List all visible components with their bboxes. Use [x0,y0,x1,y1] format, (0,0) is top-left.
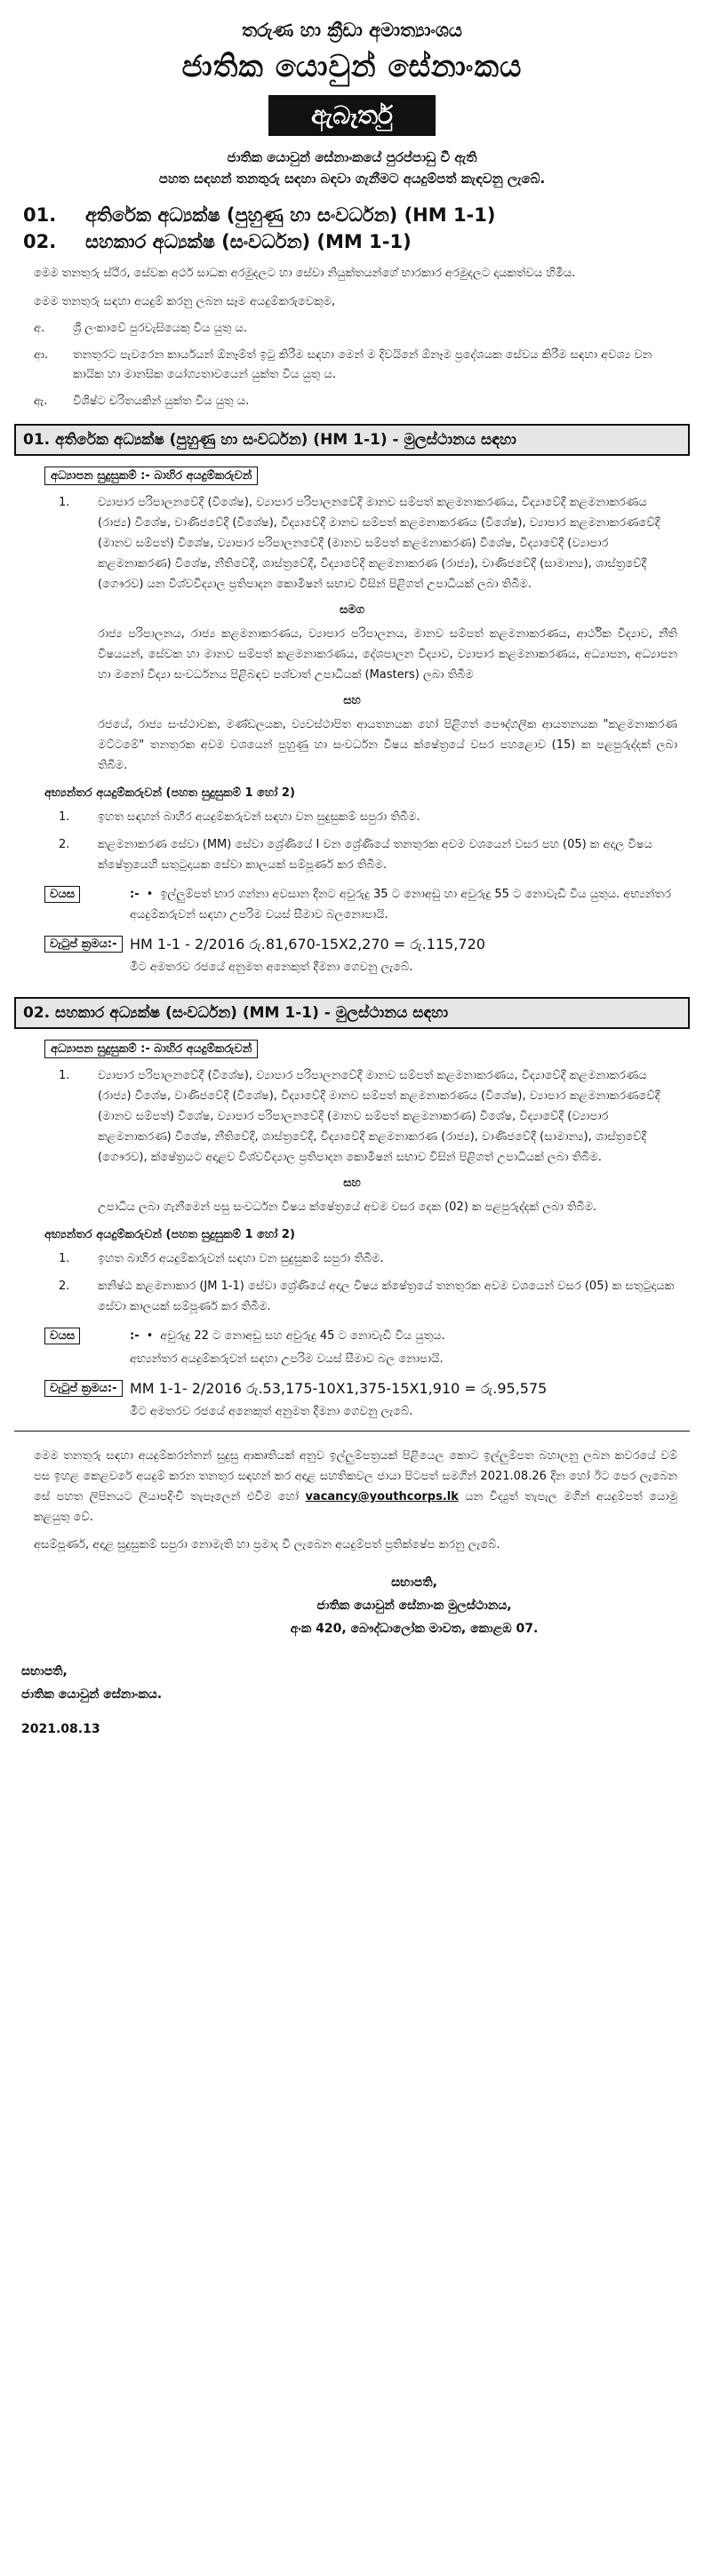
item-text: ඉහත සඳහන් බාහිර අයදුම්කරුවන් සඳහා වන සුදුසුකම් සපුරා තිබීම. [98,810,420,824]
bullet-icon: • [146,1329,154,1343]
general-requirement [14,392,690,411]
section-1-title: 01. අතිරේක අධ්‍යක්ෂ (පුහුණු හා සංවර්ධන) (HM 1-1) - මුලස්ථානය සඳහා [14,424,690,456]
section-2-salary-row [14,1378,690,1399]
divider [14,1431,690,1432]
requirement-text: විශිෂ්ට චරිතයකින් යුක්ත විය යුතු ය. [73,395,250,408]
signature-block [14,1660,690,1706]
post-title: අතිරේක අධ්‍යක්ෂ (පුහුණු හා සංවර්ධන) (HM 1-1) [85,204,496,226]
email-link[interactable]: vacancy@youthcorps.lk [305,1490,459,1503]
requirement-text: තනතුරට පැවරෙන කාර්යයන් ඕනෑම්ත් ඉටු කිරීම සඳහා මෙන් ම දිවයිනේ ඕනෑම ප්‍රදේශයක සේවය කිරීම සඳහා අවශ්‍ය වන කායික හා මානසික යෝග්‍යතාවයෙන් යුක්ත විය යුතු ය. [73,348,652,381]
address-line-1: සභාපති, [391,1575,437,1590]
vacancies-banner [14,95,690,136]
requirement-label: ඇ. [34,395,48,408]
item-text: කනිෂ්ඨ කළමනාකාර (JM 1-1) සේවා ශ්‍රේණියේ අදාල විෂය ක්ෂේත්‍රයේ තනතුරක අවම වශයෙන් වසර (05) ක සතුටුදායක සේවා කාලයක් සම්පූර්ණ කර තිබීම. [98,1280,675,1313]
section-1-conjunction-1: සමග [340,603,364,617]
item-number: 1. [59,1252,70,1265]
section-2-age-row [14,1326,690,1346]
age-value: :- • ඉල්ලුම්පත් භාර ගන්නා අවසාන දිනට අවුරුදු 35 ට නොඅඩු හා අවුරුදු 55 ට නොවැඩි විය යුතුය. අභ්‍යන්තර අයදුම්කරුවන් සඳහා උපරිම වයස් සීමාව බලනොපායි. [130,888,671,921]
general-paragraph-2: මෙම තනතුරු සඳහා අයදුම් කරනු ලබන සෑම අයදුම්කරුවෙකුම, [34,295,336,308]
section-2-title: 02. සහකාර අධ්‍යක්ෂ (සංවර්ධන) (MM 1-1) - මුලස්ථානය සඳහා [14,997,690,1029]
section-1-block-1: රාජ්‍ය පරිපාලනය, රාජ්‍ය කළමනාකරණය, ව්‍යාපාර පරිපාලනය, මානව සම්පත් කළමනාකරණය, ආර්ථික විද්‍යාව, නීති විෂයයන්, සේවක හා මානව සම්පත් කළමනාකරණය, දේශපාලන විද්‍යාව, ව්‍යාපාර කළමනාකරණය, අධ්‍යාපන, අධ්‍යාපන හා මනෝ විද්‍යා සංවර්ධනය පිළිබඳව පශ්චාත් උපාධියක් (Masters) ලබා තිබීම [98,627,677,682]
separator: :- [130,1329,140,1343]
section-2-education-heading: අධ්‍යාපන සුදුසුකම් :- බාහිර අයදුම්කරුවන් [44,1040,258,1058]
item-text: ව්‍යාපාර පරිපාලනවේදී (විශේෂ), ව්‍යාපාර පරිපාලනවේදී මානව සම්පත් කළමනාකරණය, විද්‍යාවේදී කළමනාකරණය (රාජ්‍ය) විශේෂ, වාණිජවේදී (විශේෂ), විද්‍යාවේදී මානව සම්පත් කළමනාකරණය (විශේෂ), ව්‍යාපාර කළමනාකරණවේදී (මානව සම්පත්) විශේෂ, ව්‍යාපාර පරිපාලනවේදී (මානව සම්පත් කළමනාකරණ) විශේෂ, විද්‍යාවේදී (ව්‍යාපාර කළමනාකරණ) විශේෂ, නීතිවේදී, ශාස්ත්‍රවේදී, විද්‍යාවේදී කළමනාකරණ (රාජ්‍ය), වාණිජවේදී (සාමාන්‍ය), ශාස්ත්‍රවේදී (ගෞරව), ක්ෂේත්‍රයට අදාළව විශ්වවිද්‍යාල ප්‍රතිපාදන කොමිෂන් සභාව විසින් පිළිගත් උපාධියක් ලබා තිබීම. [98,1069,660,1164]
post-list [14,202,690,255]
section-2-education-item [14,1065,690,1168]
section-2-age-note: අභ්‍යන්තර අයදුම්කරුවන් සඳහා උපරිම වයස් සීමාව බල නොපායි. [130,1352,444,1366]
age-label: වයස [44,884,130,925]
address-line-2: ජාතික යොවුන් සේනාංක මුලස්ථානය, [316,1599,512,1613]
separator: :- [130,888,140,901]
salary-label: වැටුප් ක්‍රමය:- [44,934,130,954]
organization-title: ජාතික යොවුන් සේනාංකය [181,49,523,84]
section-1-salary-row [14,934,690,954]
application-instructions: මෙම තනතුරු සඳහා අයදුම්කරන්නන් සුදුසු ආකෘතියක් අනුව ඉල්ලුම්පත්‍රයක් පිළියෙල කොට ඉල්ලුම්පත බහාලනු ලබන කවරයේ වම් පස ඉහළ කෙළවරේ අයදුම් කරන තනතුර සඳහන් කර අදාළ සහතිකවල ජායා පිටපත් සමගින් 2021.08.26 දින හෝ ඊට පෙර ලැබෙන සේ පහත ලිපිනයට ලියාපදිංචි තැපෑලෙන් එවීම හෝ vacancy@youthcorps.lk යන විද්‍යුත් තැපැල මගින් අයදුම්පත් යොමු කළයුතු වේ. [34,1449,677,1524]
item-number: 1. [59,1069,70,1082]
publication-date: 2021.08.13 [21,1722,100,1736]
item-text: කළමනාකරණ සේවා (MM) සේවා ශ්‍රේණියේ I වන ශ්‍රේණියේ තනතුරක අවම වශයෙන් වසර පහ (05) ක අදාල විෂය ක්ෂේත්‍රයෙහි සතුටුදායක සේවා කාලයක් සම්පූර්ණ කර තිබීම. [98,838,652,872]
section-1-internal-heading: අභ්‍යන්තර අයදුම්කරුවන් (පහත සුදුසුකම් 1 හෝ 2) [44,786,295,800]
section-2-conjunction-1: සහ [343,1176,361,1190]
general-paragraph-1: මෙම තනතුරු ස්ථිර, සේවක අර්ථ සාධක අරමුදලට හා සේවා නියුක්තයන්ගේ භාරකාර අරමුදලට දායකත්වය හිමිය. [34,267,576,280]
salary-label: වැටුප් ක්‍රමය:- [44,1378,130,1399]
section-2-internal-item [14,1276,690,1317]
requirement-label: ආ. [34,348,49,362]
section-1-block-2: රජයේ, රාජ්‍ය සංස්ථාවක, මණ්ඩලයක, ව්‍යවස්ථාපිත ආයතනයක හෝ පිළිගත් පෞද්ගලික ආයතනයක "කළමනාකරණ මට්ටමේ" තනතුරක අවම වශයෙන් පුහුණු හා සංවර්ධන විෂය ක්ෂේත්‍රයේ වසර පහළොව (15) ක පළපුරුද්දක් ලබා තිබීම. [98,718,677,772]
post-item [14,228,690,255]
requirement-label: අ. [34,322,45,335]
intro-text [14,147,690,189]
section-1-age-row [14,884,690,925]
signature-line-2: ජාතික යොවුන් සේනාංකය. [21,1687,163,1702]
age-value: :- • අවුරුදු 22 ට නොඅඩු සහ අවුරුදු 45 ට නොවැඩි විය යුතුය. [130,1329,445,1343]
salary-value: HM 1-1 - 2/2016 රු.81,670-15X2,270 = රු.115,720 [130,936,485,953]
intro-line-1: ජාතික යොවුන් සේනාංකයේ පුරප්පාඩු වී ඇති [227,149,477,165]
section-1-conjunction-2: සහ [343,694,361,707]
vacancies-label: ඇබෑර්තු [268,95,436,136]
section-1-internal-item [14,807,690,827]
section-1-education-item [14,492,690,594]
section-2-block-1: උපාධිය ලබා ගැනීමෙන් පසු සංවර්ධන විෂය ක්ෂේත්‍රයේ අවම වසර දෙක (02) ක පළපුරුද්දක් ලබා තිබීම. [98,1200,597,1214]
section-1-education-heading: අධ්‍යාපන සුදුසුකම් :- බාහිර අයදුම්කරුවන් [44,467,258,485]
section-2-internal-heading: අභ්‍යන්තර අයදුම්කරුවන් (පහත සුදුසුකම් 1 හෝ 2) [44,1228,295,1241]
section-2-salary-note: මීට අමතරව රජයේ අනෙකුත් අනුමත දීමනා ගෙවනු ලැබේ. [130,1405,413,1418]
section-1-salary-note: මීට අමතරව රජයේ අනුමත අනෙකුත් දීමනා ගෙවනු ලැබේ. [130,961,413,974]
bullet-icon: • [146,888,154,901]
item-text: ව්‍යාපාර පරිපාලනවේදී (විශේෂ), ව්‍යාපාර පරිපාලනවේදී මානව සම්පත් කළමනාකරණය, විද්‍යාවේදී කළමනාකරණය (රාජ්‍ය) විශේෂ, වාණිජවේදී (විශේෂ), විද්‍යාවේදී මානව සම්පත් කළමනාකරණය (විශේෂ), ව්‍යාපාර කළමනාකරණවේදී (මානව සම්පත්) විශේෂ, ව්‍යාපාර පරිපාලනවේදී (මානව සම්පත් කළමනාකරණ) විශේෂ, විද්‍යාවේදී (ව්‍යාපාර කළමනාකරණ) විශේෂ, නීතිවේදී, ශාස්ත්‍රවේදී, විද්‍යාවේදී කළමනාකරණ (රාජ්‍ය), වාණිජවේදී (සාමාන්‍ය), ශාස්ත්‍රවේදී (ගෞරව) යන විශ්වවිද්‍යාල ප්‍රතිපාදන කොමිෂන් සභාව විසින් පිළිගත් උපාධියක් ලබා තිබීම. [98,496,660,591]
item-number: 1. [59,810,70,824]
section-2-internal-item [14,1248,690,1269]
age-label: වයස [44,1326,130,1346]
item-text: ඉහත බාහිර අයදුම්කරුවන් සඳහා වන සුදුසුකම් සපුරා තිබීම. [98,1252,384,1265]
signature-line-1: සභාපති, [21,1664,68,1679]
ministry-name: තරුණ හා ක්‍රීඩා අමාත්‍යාංශය [242,20,462,41]
item-number: 1. [59,496,70,509]
section-1-internal-item [14,834,690,875]
post-number: 01. [23,204,57,226]
mailing-address [14,1571,690,1640]
general-requirement [14,319,690,339]
post-number: 02. [23,231,57,252]
general-requirement [14,346,690,385]
requirement-text: ශ්‍රී ලංකාවේ පුරවැසියෙකු විය යුතු ය. [73,322,248,335]
item-number: 2. [59,838,70,851]
item-number: 2. [59,1280,70,1293]
salary-value: MM 1-1- 2/2016 රු.53,175-10X1,375-15X1,910 = රු.95,575 [130,1380,548,1397]
rejection-note: අසම්පූර්ණ, අදාළ සුදුසුකම් සපුරා නොමැති හා ප්‍රමාද වී ලැබෙන අයදුම්පත් ප්‍රතික්ෂේප කරනු ලැබේ. [34,1538,500,1551]
advertisement-page [14,0,690,2576]
address-line-3: අංක 420, බෞද්ධාලෝක මාවත, කොළඹ 07. [290,1622,539,1636]
post-item [14,202,690,228]
intro-line-2: පහත සඳහන් තනතුරු සඳහා බඳවා ගැනීමට අයදුම්පත් කැඳවනු ලැබේ. [158,171,546,187]
post-title: සහකාර අධ්‍යක්ෂ (සංවර්ධන) (MM 1-1) [85,231,412,252]
